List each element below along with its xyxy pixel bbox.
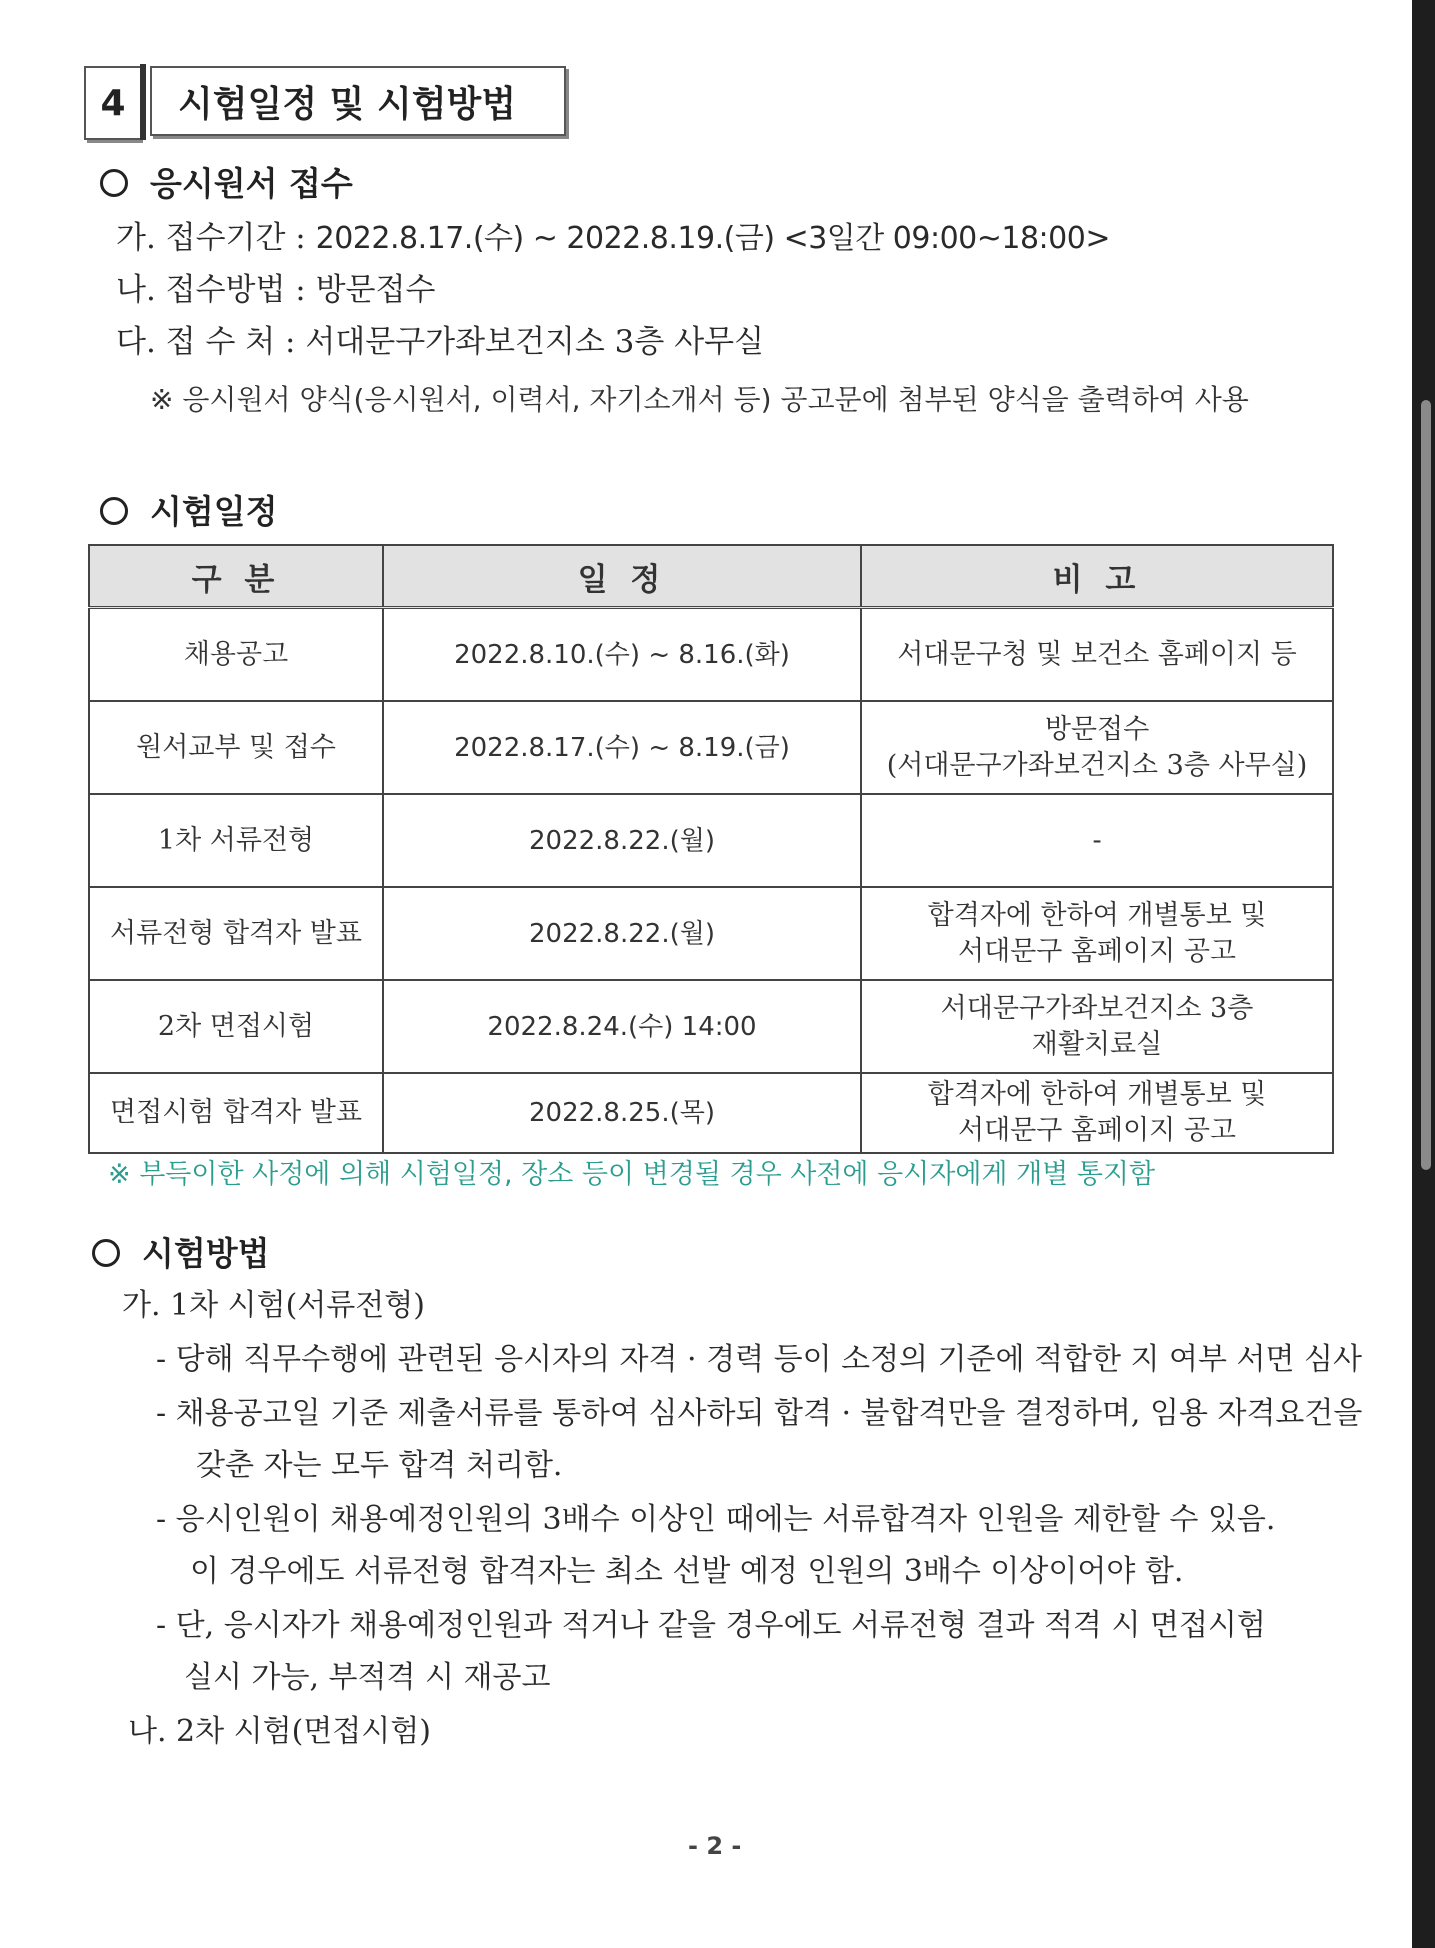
method-heading: 시험방법: [92, 1228, 270, 1275]
row-date: 2022.8.17.(수) ~ 8.19.(금): [383, 701, 861, 794]
section-number: 4: [84, 66, 140, 140]
schedule-heading: 시험일정: [100, 486, 278, 533]
method-item-continued: 실시 가능, 부적격 시 재공고: [184, 1660, 551, 1695]
method-item-continued: 갖춘 자는 모두 합격 처리함.: [196, 1448, 563, 1483]
section-title: 시험일정 및 시험방법: [150, 66, 566, 136]
row-date: 2022.8.22.(월): [383, 887, 861, 980]
table-header-row: [89, 545, 1333, 608]
schedule-note: ※ 부득이한 사정에 의해 시험일정, 장소 등이 변경될 경우 사전에 응시자에게 개별 통지함: [108, 1159, 1156, 1190]
application-method: 나. 접수방법 : 방문접수: [116, 272, 436, 308]
method-second-label: 나. 2차 시험(면접시험): [128, 1714, 431, 1749]
application-period: 가. 접수기간 : 2022.8.17.(수) ~ 2022.8.19.(금) <3일간 09:00~18:00>: [116, 220, 1110, 256]
row-category: 서류전형 합격자 발표: [89, 887, 383, 980]
row-remark: 서대문구가좌보건지소 3층 재활치료실: [861, 980, 1333, 1073]
row-date: 2022.8.25.(목): [383, 1073, 861, 1153]
header-date: 일 정: [383, 545, 861, 608]
row-remark: 합격자에 한하여 개별통보 및 서대문구 홈페이지 공고: [861, 1073, 1333, 1153]
table-row: [89, 980, 1333, 1073]
header-remark: 비 고: [861, 545, 1333, 608]
row-category: 면접시험 합격자 발표: [89, 1073, 383, 1153]
table-row: [89, 701, 1333, 794]
table-row: [89, 1073, 1333, 1153]
method-item: - 당해 직무수행에 관련된 응시자의 자격 · 경력 등이 소정의 기준에 적합한 지 여부 서면 심사: [156, 1342, 1362, 1377]
page-number: - 2 -: [688, 1832, 742, 1860]
scrollbar-thumb[interactable]: [1421, 400, 1431, 1170]
application-note: ※ 응시원서 양식(응시원서, 이력서, 자기소개서 등) 공고문에 첨부된 양식을 출력하여 사용: [150, 383, 1249, 416]
table-row: [89, 887, 1333, 980]
section-divider: [140, 64, 146, 140]
method-item: - 채용공고일 기준 제출서류를 통하여 심사하되 합격 · 불합격만을 결정하며, 임용 자격요건을: [156, 1396, 1363, 1431]
circle-bullet-icon: [100, 497, 128, 525]
row-category: 채용공고: [89, 608, 383, 702]
row-remark: -: [861, 794, 1333, 887]
row-category: 1차 서류전형: [89, 794, 383, 887]
method-item: - 단, 응시자가 채용예정인원과 적거나 같을 경우에도 서류전형 결과 적격 시 면접시험: [156, 1608, 1266, 1643]
application-heading: 응시원서 접수: [100, 158, 353, 205]
circle-bullet-icon: [92, 1239, 120, 1267]
row-remark: 서대문구청 및 보건소 홈페이지 등: [861, 608, 1333, 702]
row-date: 2022.8.10.(수) ~ 8.16.(화): [383, 608, 861, 702]
row-remark: 합격자에 한하여 개별통보 및 서대문구 홈페이지 공고: [861, 887, 1333, 980]
method-first-label: 가. 1차 시험(서류전형): [122, 1288, 425, 1323]
row-category: 원서교부 및 접수: [89, 701, 383, 794]
row-remark: 방문접수 (서대문구가좌보건지소 3층 사무실): [861, 701, 1333, 794]
table-row: [89, 794, 1333, 887]
row-date: 2022.8.24.(수) 14:00: [383, 980, 861, 1073]
method-item: - 응시인원이 채용예정인원의 3배수 이상인 때에는 서류합격자 인원을 제한할 수 있음.: [156, 1502, 1276, 1537]
schedule-table: [88, 544, 1334, 1154]
circle-bullet-icon: [100, 169, 128, 197]
header-category: 구 분: [89, 545, 383, 608]
table-row: [89, 608, 1333, 702]
application-place: 다. 접 수 처 : 서대문구가좌보건지소 3층 사무실: [116, 324, 765, 360]
row-date: 2022.8.22.(월): [383, 794, 861, 887]
row-category: 2차 면접시험: [89, 980, 383, 1073]
method-item-continued: 이 경우에도 서류전형 합격자는 최소 선발 예정 인원의 3배수 이상이어야 함.: [190, 1554, 1184, 1589]
